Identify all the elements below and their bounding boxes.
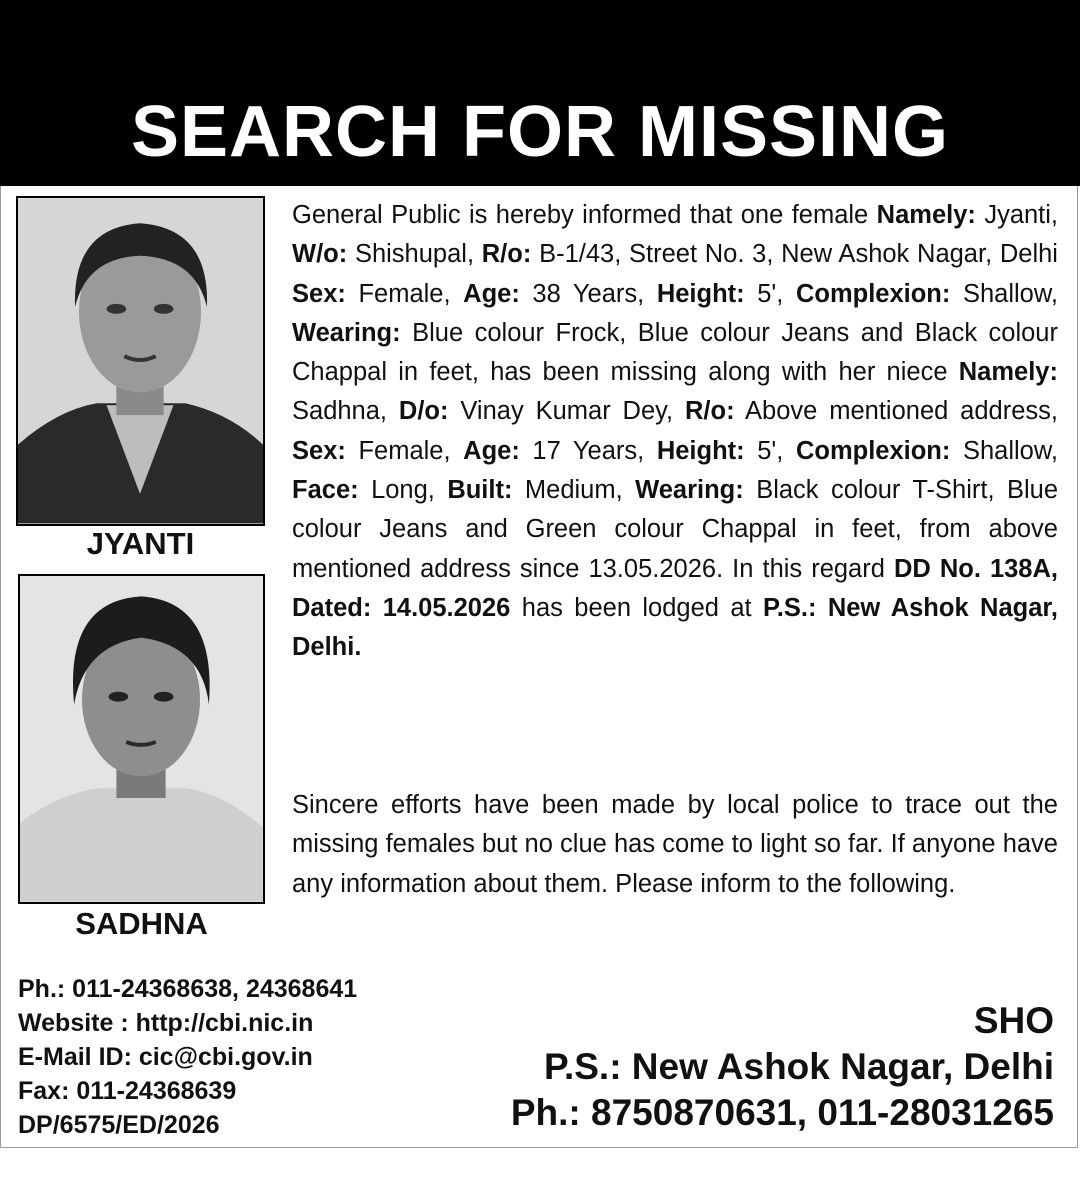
sex-label: Sex:	[292, 279, 346, 308]
wo-value: Shishupal,	[354, 240, 475, 269]
photo-sadhna	[18, 574, 265, 904]
complexion-label: Complexion:	[795, 279, 951, 308]
top-black-bar	[0, 0, 1080, 78]
age-label: Age:	[463, 279, 520, 308]
ro2-label: R/o:	[685, 397, 735, 426]
wearing2-value: Black colour T-Shirt, Blue colour Jeans and Green colour Chappal in feet, from above mentioned address since 13.05.2026. In this regard	[292, 476, 1059, 583]
portrait-girl-icon	[20, 576, 263, 902]
notice-paragraph-1	[292, 196, 1058, 668]
built-value: Medium,	[524, 476, 623, 505]
height2-value: 5',	[757, 436, 784, 465]
sex2-value: Female,	[358, 436, 451, 465]
dp-number: DP/6575/ED/2026	[18, 1111, 220, 1139]
age-value: 38 Years,	[532, 279, 645, 308]
caption-sadhna: SADHNA	[75, 906, 208, 941]
wearing-value: Blue colour Frock, Blue colour Jeans and Black colour Chappal in feet, has been missing along with her niece	[292, 318, 1058, 387]
complexion2-label: Complexion:	[795, 436, 951, 465]
dd-number: DD No. 138A, Dated: 14.05.2026	[292, 554, 1058, 622]
sho-block	[511, 998, 1054, 1136]
sex-value: Female,	[358, 279, 451, 308]
wearing2-label: Wearing:	[635, 476, 744, 505]
contact-block	[18, 972, 357, 1142]
height-value: 5',	[757, 279, 784, 308]
built-label: Built:	[447, 476, 513, 505]
age2-value: 17 Years,	[532, 436, 645, 465]
namely2-label: Namely:	[958, 358, 1058, 387]
ro-label: R/o:	[481, 240, 532, 269]
height2-label: Height:	[656, 436, 745, 465]
caption-jyanti: JYANTI	[86, 526, 195, 561]
do-value: Vinay Kumar Dey,	[460, 397, 674, 426]
sex2-label: Sex:	[292, 436, 346, 465]
ro2-value: Above mentioned address,	[745, 397, 1058, 426]
contact-fax: Fax: 011-24368639	[18, 1077, 237, 1105]
notice-paragraph-2: Sincere efforts have been made by local police to trace out the missing females but no clue has come to light so far. If anyone have any information about them. Please inform to the following.	[292, 791, 1058, 898]
contact-phone: Ph.: 011-24368638, 24368641	[18, 975, 358, 1003]
contact-website: Website : http://cbi.nic.in	[18, 1009, 314, 1037]
notice-title: SEARCH FOR MISSING	[0, 78, 1080, 186]
namely2-value: Sadhna,	[292, 397, 388, 426]
intro-text: General Public is hereby informed that one female	[292, 201, 869, 229]
wearing-label: Wearing:	[292, 318, 401, 347]
complexion2-value: Shallow,	[962, 436, 1058, 465]
height-label: Height:	[656, 279, 745, 308]
namely-value: Jyanti,	[984, 201, 1059, 229]
ro-value: B-1/43, Street No. 3, New Ashok Nagar, Delhi	[539, 240, 1058, 269]
sho-phone: Ph.: 8750870631, 011-28031265	[510, 1092, 1054, 1133]
face-value: Long,	[371, 476, 435, 505]
sho-title: SHO	[973, 1000, 1054, 1041]
sho-station: P.S.: New Ashok Nagar, Delhi	[544, 1046, 1054, 1087]
police-station: P.S.: New Ashok Nagar, Delhi.	[292, 593, 1058, 662]
contact-email: E-Mail ID: cic@cbi.gov.in	[18, 1043, 313, 1071]
portrait-woman-icon	[18, 198, 263, 524]
photo-jyanti	[16, 196, 265, 526]
complexion-value: Shallow,	[962, 279, 1058, 308]
namely-label: Namely:	[876, 201, 976, 229]
age2-label: Age:	[463, 436, 520, 465]
do-label: D/o:	[398, 397, 449, 426]
face-label: Face:	[292, 476, 359, 505]
wo-label: W/o:	[292, 240, 348, 269]
lodged-text: has been lodged at	[521, 593, 752, 622]
